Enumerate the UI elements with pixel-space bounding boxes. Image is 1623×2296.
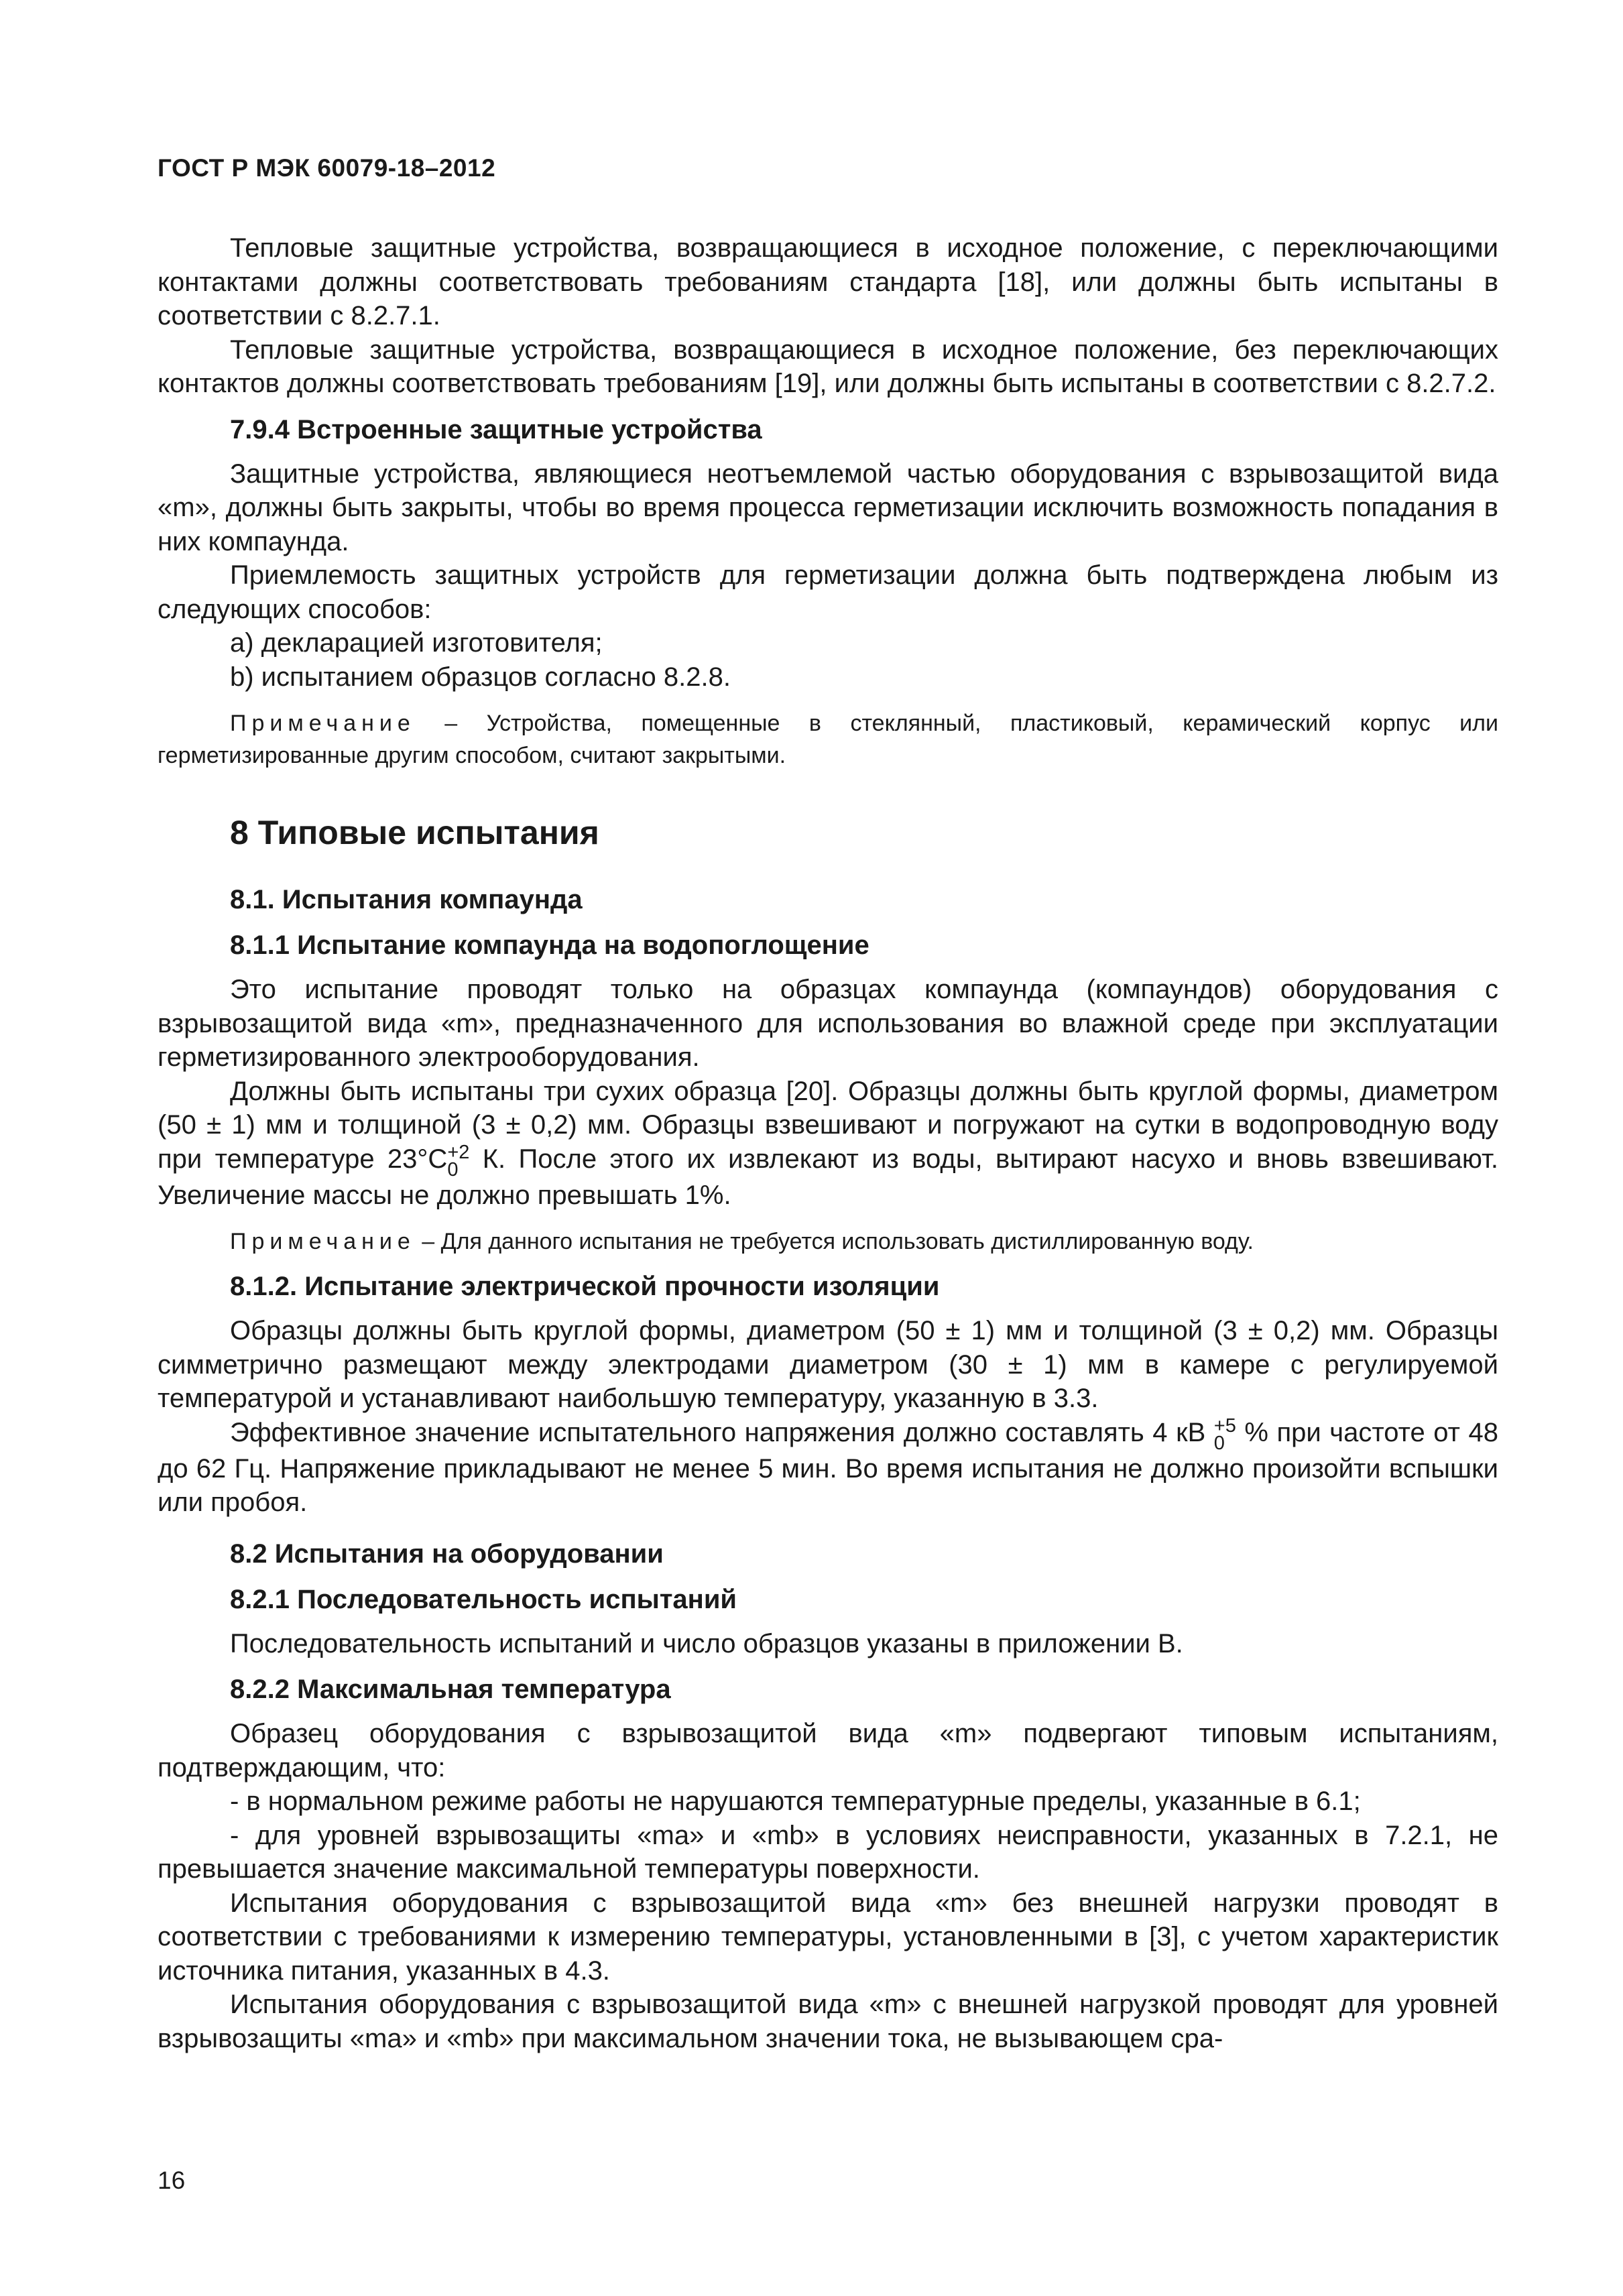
paragraph (158, 1416, 1498, 1520)
note-label: Примечание (230, 1229, 416, 1254)
paragraph-text: К. После этого их извлекают из воды, вытирают насухо и вновь взвешивают. Увеличение массы не должно превышать 1%. (158, 1144, 1498, 1210)
tolerance-fraction (1213, 1414, 1236, 1454)
document-body (158, 231, 1498, 2055)
list-item: b) испытанием образцов согласно 8.2.8. (230, 662, 731, 692)
section-heading-8: 8 Типовые испытания (230, 814, 599, 851)
paragraph-text: % при частоте от 48 до 62 Гц. Напряжение прикладывают не менее 5 мин. Во время испытания не должно произойти вспышки или пробоя. (158, 1417, 1498, 1517)
paragraph: Это испытание проводят только на образцах компаунда (компаундов) оборудования с взрывозащитой вида «m», предназначенного для использования во влажной среде при эксплуатации герметизированного электрооборудования. (158, 975, 1498, 1072)
note-text: – Устройства, помещенные в стеклянный, пластиковый, керамический корпус или герметизированные другим способом, считают закрытыми. (158, 711, 1498, 768)
note (158, 1225, 1498, 1258)
section-heading-8-2-1: 8.2.1 Последовательность испытаний (230, 1584, 737, 1614)
section-heading-7-9-4: 7.9.4 Встроенные защитные устройства (230, 414, 762, 444)
page-number: 16 (158, 2167, 186, 2194)
tolerance-lower: 0 (447, 1158, 459, 1181)
paragraph: Тепловые защитные устройства, возвращающиеся в исходное положение, без переключающих контактов должны соответствовать требованиям [19], или должны быть испытаны в соответствии с 8.2.7.2. (158, 335, 1498, 398)
section-heading-8-1-1: 8.1.1 Испытание компаунда на водопоглощение (230, 930, 869, 960)
paragraph: Последовательность испытаний и число образцов указаны в приложении В. (230, 1628, 1183, 1658)
tolerance-lower: 0 (1213, 1432, 1225, 1454)
list-item: a) декларацией изготовителя; (230, 628, 603, 658)
paragraph: Тепловые защитные устройства, возвращающиеся в исходное положение, с переключающими контактами должны соответствовать требованиям стандарта [18], или должны быть испытаны в соответствии с 8.2.7.1. (158, 233, 1498, 330)
paragraph: Испытания оборудования с взрывозащитой вида «m» с внешней нагрузкой проводят для уровней взрывозащиты «ma» и «mb» при максимальном значении тока, не вызывающем сра- (158, 1990, 1498, 2053)
tolerance-upper: +5 (1213, 1414, 1236, 1437)
paragraph-text: Эффективное значение испытательного напряжения должно составлять 4 кВ (230, 1417, 1214, 1447)
standard-header: ГОСТ Р МЭК 60079-18–2012 (158, 154, 496, 182)
paragraph: Приемлемость защитных устройств для герметизации должна быть подтверждена любым из следующих способов: (158, 560, 1498, 624)
list-item: - для уровней взрывозащиты «ma» и «mb» в условиях неисправности, указанных в 7.2.1, не превышается значение максимальной температуры поверхности. (158, 1820, 1498, 1884)
paragraph (158, 1075, 1498, 1213)
paragraph: Образцы должны быть круглой формы, диаметром (50 ± 1) мм и толщиной (3 ± 0,2) мм. Образцы симметрично размещают между электродами диаметром (30 ± 1) мм в камере с регулируемой температурой и устанавливают наибольшую температуру, указанную в 3.3. (158, 1316, 1498, 1413)
section-heading-8-2-2: 8.2.2 Максимальная температура (230, 1675, 671, 1704)
list-item: - в нормальном режиме работы не нарушаются температурные пределы, указанные в 6.1; (230, 1787, 1361, 1816)
paragraph: Образец оборудования с взрывозащитой вида «m» подвергают типовым испытаниям, подтверждающим, что: (158, 1719, 1498, 1783)
paragraph: Испытания оборудования с взрывозащитой вида «m» без внешней нагрузки проводят в соответствии с требованиями к измерению температуры, установленными в [3], с учетом характеристик источника питания, указанных в 4.3. (158, 1888, 1498, 1986)
note (158, 707, 1498, 772)
section-heading-8-2: 8.2 Испытания на оборудовании (230, 1538, 664, 1569)
section-heading-8-1: 8.1. Испытания компаунда (230, 885, 583, 914)
note-text: – Для данного испытания не требуется использовать дистиллированную воду. (415, 1229, 1254, 1254)
paragraph-text: Должны быть испытаны три сухих образца [20]. Образцы должны быть круглой формы, диаметром (50 ± 1) мм и толщиной (3 ± 0,2) мм. Образцы взвешивают и погружают на сутки в водопроводную воду при температуре 23°C (158, 1076, 1498, 1174)
tolerance-fraction (447, 1141, 470, 1181)
note-label: Примечание (230, 711, 416, 736)
paragraph: Защитные устройства, являющиеся неотъемлемой частью оборудования с взрывозащитой вида «m», должны быть закрыты, чтобы во время процесса герметизации исключить возможность попадания в них компаунда. (158, 459, 1498, 556)
section-heading-8-1-2: 8.1.2. Испытание электрической прочности изоляции (230, 1272, 940, 1301)
tolerance-upper: +2 (447, 1141, 470, 1163)
